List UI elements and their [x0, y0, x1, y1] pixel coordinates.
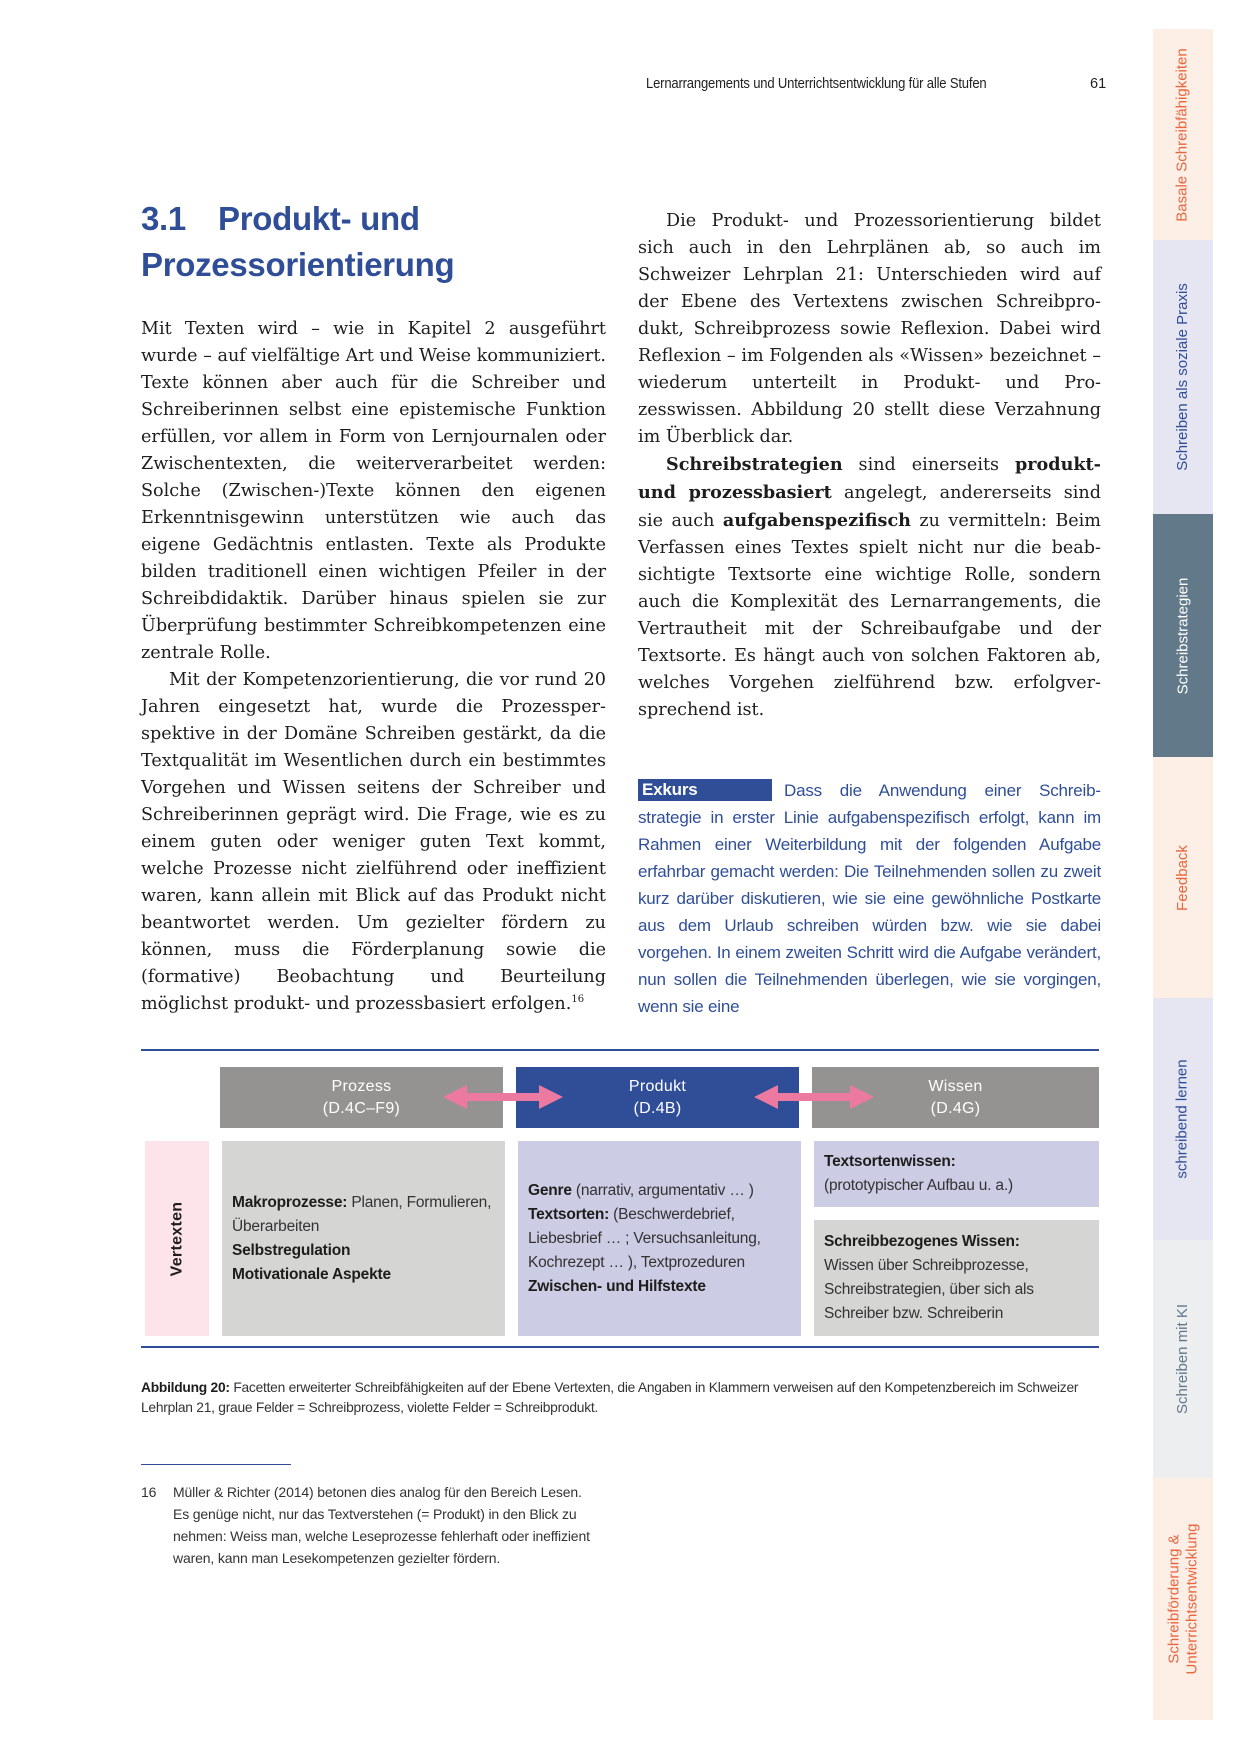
bold-term: aufgabenspezifisch — [722, 510, 911, 531]
paragraph: Die Produkt- und Prozessorientierung bildet sich auch in den Lehrplänen ab, so auch im Schweizer Lehrplan 21: Unterschieden wird auf der Ebene des Vertextens zwischen Schreibprodukt, Schreibprozess sowie Reflexion. Dabei wird Reflexion – im Folgenden als «Wissen» bezeichnet – wiederum unterteilt in Produkt- und Prozesswissen. Abbildung 20 stellt diese Verzahnung im Überblick dar. — [638, 211, 1101, 447]
bold-term: Schreibstrategien — [666, 454, 843, 475]
footnote-rule — [141, 1464, 291, 1465]
tab-schreiben-mit-ki[interactable] — [1153, 1240, 1213, 1478]
figure-top-rule — [141, 1049, 1099, 1051]
row-label-vertexten — [145, 1141, 209, 1336]
tab-label: Schreiben mit KI — [1174, 1303, 1192, 1415]
chapter-tab-strip — [1153, 29, 1213, 1720]
section-heading — [141, 196, 611, 288]
row-label-text: Vertexten — [168, 1201, 185, 1276]
paragraph-text: zu vermitteln: Beim Verfassen eines Textes spielt nicht nur die beabsichtigte Textsorte eine wichtige Rolle, sondern auch die Komplexität des Lernarrangements, die Vertrautheit mit der Schreibaufgabe und der Textsorte. Es hängt auch von solchen Faktoren ab, welches Vorgehen zielführend bzw. erfolgversprechend ist. — [638, 511, 1101, 720]
tab-schreibend-lernen[interactable] — [1153, 998, 1213, 1240]
bold-term: Makroprozesse: — [232, 1193, 348, 1211]
tab-basale-schreibfaehigkeiten[interactable] — [1153, 29, 1213, 240]
bold-term: Textsortenwissen: — [824, 1153, 956, 1170]
section-title-line1: Produkt- und — [218, 200, 420, 237]
exkurs-text: Dass die Anwendung einer Schreibstrategie in erster Linie aufgabenspezifisch erfolgt, kann im Rahmen einer Weiterbildung mit der folgenden Aufgabe erfahrbar gemacht werden: Die Teilnehmenden sollen zu zweit kurz darüber diskutieren, wie sie eine gewöhnliche Postkarte aus dem Urlaub schreiben würden bzw. wie sie dabei vorgehen. In einem zweiten Schritt wird die Aufgabe verändert, nun sollen die Teilnehmenden überlegen, wie sie vorgingen, wenn sie eine — [638, 781, 1101, 1016]
footnote — [141, 1481, 601, 1569]
schreibbezogenes-wissen-box — [814, 1220, 1099, 1336]
column-title: Produkt — [628, 1077, 687, 1095]
paragraph-text: angelegt, andererseits sind sie auch — [638, 483, 1101, 531]
tab-label: Basale Schreibfähigkeiten — [1174, 47, 1192, 222]
bold-term: Genre — [528, 1181, 572, 1199]
box-line — [232, 1263, 505, 1287]
caption-text: Facetten erweiterter Schreibfähigkeiten auf der Ebene Vertexten, die Angaben in Klammern verweisen auf den Kompetenzbereich im Schweizer Lehrplan 21, graue Felder = Schreibprozess, violette Felder = Schreibprodukt. — [141, 1380, 1079, 1415]
figure-bottom-rule — [141, 1346, 1099, 1348]
paragraph — [638, 451, 1101, 724]
textsortenwissen-box — [814, 1141, 1099, 1207]
caption-label: Abbildung 20: — [141, 1380, 230, 1395]
paragraph-text: Mit der Kompetenzorientierung, die vor rund 20 Jahren eingesetzt hat, wurde die Prozessperspektive in der Domäne Schreiben gestärkt, da die Textqualität im Wesentlichen durch ein bestimmtes Vorgehen und Wissen seitens der Schreiber und Schreiberinnen geprägt wird. Die Frage, wie es zu einem guten oder weniger guten Text kommt, welche Prozesse nicht zielführend oder ineffizient waren, kann allein mit Blick auf das Produkt nicht beantwortet werden. Um gezielter fördern zu können, muss die Förderplanung sowie die (formative) Beobachtung und Beurteilung möglichst produkt- und prozessbasiert erfolgen. — [141, 670, 606, 1014]
footnote-text: Müller & Richter (2014) betonen dies analog für den Bereich Lesen. Es genüge nicht, nur das Textverstehen (= Produkt) in den Blick zu nehmen: Weiss man, welche Leseprozesse fehlerhaft oder ineffizient waren, kann man Lesekompetenzen gezielter fördern. — [173, 1484, 590, 1566]
footnote-number: 16 — [141, 1484, 157, 1500]
page-number: 61 — [1090, 76, 1107, 92]
right-text-column — [638, 208, 1101, 724]
tab-schreibstrategien-active[interactable] — [1153, 514, 1213, 757]
paragraph-text: sind einerseits — [842, 455, 1015, 475]
box-text: (Beschwerdebrief, Liebesbrief … ; Versuchsanleitung, Kochrezept … ), Textprozeduren — [528, 1205, 761, 1271]
box-line — [528, 1179, 801, 1203]
tab-label: Schreibförderung & Unterrichtsentwicklung — [1165, 1523, 1200, 1675]
tab-label: Feedback — [1174, 844, 1191, 911]
bold-term: produkt- und prozessbasiert — [638, 454, 1101, 503]
tab-label: Schreiben als soziale Praxis — [1174, 283, 1191, 471]
exkurs-label: Exkurs — [638, 779, 772, 801]
paragraph — [141, 667, 606, 1018]
box-text: (narrativ, argumentativ … ) — [571, 1181, 754, 1199]
box-text: Wissen über Schreibprozesse, Schreibstrategien, über sich als Schreiber bzw. Schreiberin — [824, 1257, 1034, 1322]
box-line — [232, 1239, 505, 1263]
double-arrow-icon — [443, 1082, 563, 1112]
box-text: Planen, Formulieren, Überarbeiten — [232, 1193, 492, 1235]
footnote-reference[interactable]: 16 — [571, 994, 585, 1006]
paragraph: Mit Texten wird – wie in Kapitel 2 ausgeführt wurde – auf vielfältige Art und Weise kommuniziert. Texte können aber auch für die Schreiber und Schreiberinnen selbst eine epistemische Funktion erfüllen, vor allem in Form von Lernjournalen oder Zwischentexten, die weiterverarbeitet werden: Solche (Zwischen-)Texte können den eigenen Erkenntnisgewinn unterstützen wie auch das eigene Gedächtnis entlasten. Texte als Produkte bilden traditionell einen wichtigen Pfeiler in der Schreibdidaktik. Darüber hinaus spielen sie zur Überprüfung bestimmter Schreibkompetenzen eine zentrale Rolle. — [141, 319, 606, 663]
left-text-column — [141, 316, 606, 1018]
bold-term: Schreibbezogenes Wissen: — [824, 1233, 1020, 1250]
tab-label: Schreibstrategien — [1174, 577, 1192, 694]
tab-label: schreibend lernen — [1174, 1059, 1191, 1179]
column-title: Wissen — [928, 1077, 983, 1095]
box-line — [232, 1191, 505, 1239]
bold-term: Selbstregulation — [232, 1241, 351, 1259]
bold-term: Zwischen- und Hilfstexte — [528, 1277, 706, 1295]
column-title: Prozess — [331, 1077, 392, 1095]
section-number: 3.1 — [141, 200, 186, 237]
produkt-box — [518, 1141, 801, 1336]
running-header-title: Lernarrangements und Unterrichtsentwicklung für alle Stufen — [646, 76, 987, 92]
column-code: (D.4B) — [633, 1099, 682, 1117]
section-title-line2: Prozessorientierung — [141, 246, 455, 283]
figure-caption — [141, 1378, 1101, 1418]
box-text: (prototypischer Aufbau u. a.) — [824, 1177, 1013, 1194]
tab-schreiben-als-soziale-praxis[interactable] — [1153, 240, 1213, 514]
column-code: (D.4C–F9) — [322, 1099, 401, 1117]
double-arrow-icon — [754, 1082, 874, 1112]
box-line — [528, 1275, 801, 1299]
bold-term: Textsorten: — [528, 1205, 610, 1223]
prozess-box — [222, 1141, 505, 1336]
column-code: (D.4G) — [930, 1099, 981, 1117]
bold-term: Motivationale Aspekte — [232, 1265, 391, 1283]
tab-feedback[interactable] — [1153, 757, 1213, 998]
tab-schreibfoerderung-unterrichtsentwicklung[interactable] — [1153, 1478, 1213, 1720]
box-line — [528, 1203, 801, 1275]
exkurs-box — [638, 777, 1101, 1020]
